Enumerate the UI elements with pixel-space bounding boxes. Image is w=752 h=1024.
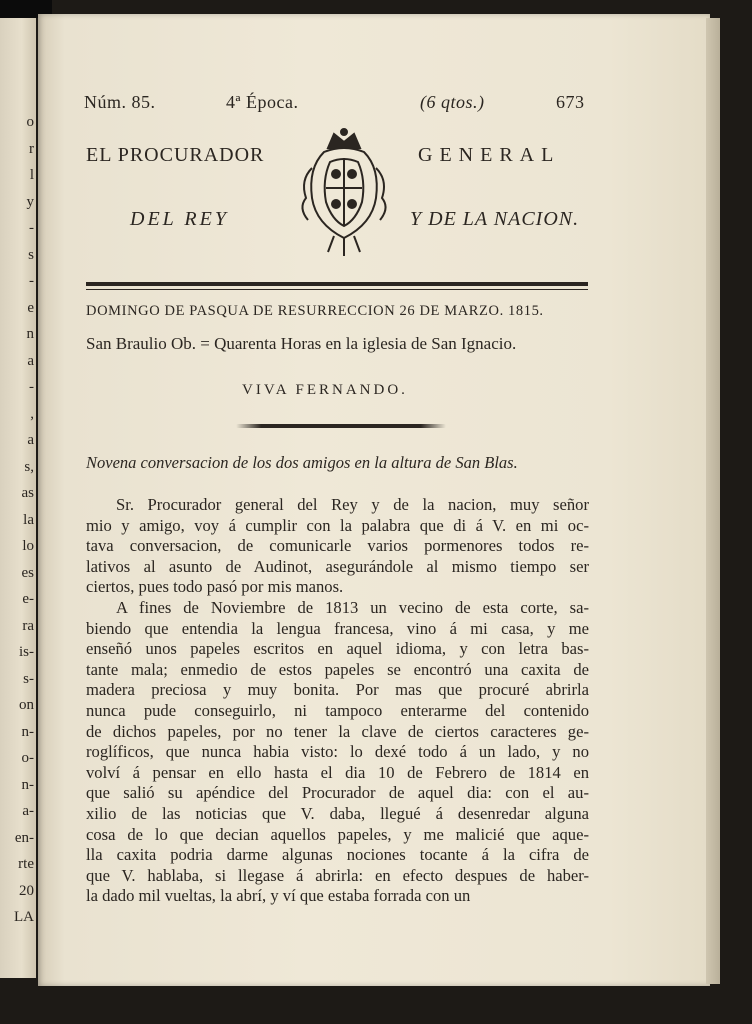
left-page-fragment: is-	[19, 644, 34, 660]
left-page-fragment: a	[27, 432, 34, 448]
left-page-fragment: o	[26, 114, 34, 130]
left-page-fragment: -	[29, 220, 34, 236]
left-page-fragment: e-	[22, 591, 34, 607]
article-line: xilio de las noticias que V. daba, llegué á desenredar alguna	[86, 803, 589, 823]
left-page-fragment: 20	[19, 882, 34, 899]
article-line: lla caxita podria darme algunas nociones tocante á la cifra de	[86, 845, 589, 865]
issue-number: Núm. 85.	[84, 92, 156, 112]
article-line: Sr. Procurador general del Rey y de la nacion, muy señor	[116, 495, 589, 514]
left-page-fragment: rte	[18, 856, 34, 872]
article-line: lativos al asunto de Audinot, asegurándole al mismo tiempo ser	[86, 556, 589, 576]
left-page-fragment: n-	[21, 723, 34, 740]
left-page-fragment: n-	[21, 776, 34, 793]
left-page-fragment: a-	[22, 803, 34, 819]
left-page-fragment: -	[29, 379, 34, 395]
left-page-fragment: s,	[24, 458, 34, 475]
left-page-fragment: ra	[22, 617, 34, 634]
article-line: la dado mil vueltas, la abrí, y ví que estaba forrada con un	[86, 886, 471, 906]
article-line: cosa de lo que decian aquellos papeles, y me malicié que aque-	[86, 824, 589, 844]
left-page-fragment: s-	[23, 670, 34, 687]
article-line: tante mala; enmedio de estos papeles se encontró una caxita de	[86, 659, 589, 679]
masthead-procurador: EL PROCURADOR	[86, 144, 265, 166]
masthead-general: GENERAL	[418, 144, 561, 166]
left-page-fragment: -	[29, 273, 34, 289]
article-line: mio y amigo, voy á cumplir con la palabra que di á V. en mi oc-	[86, 515, 589, 535]
left-page-fragment: es	[21, 564, 34, 581]
left-page-fragment: e	[27, 299, 34, 316]
left-page-fragment: lo	[22, 538, 34, 554]
left-page-fragment: r	[29, 140, 34, 157]
article-line: ciertos, pues todo pasó por mis manos.	[86, 577, 344, 597]
masthead-rule-thick	[86, 282, 588, 286]
masthead-del-rey: DEL REY	[130, 208, 229, 230]
page-edge-shadow	[706, 18, 720, 984]
article-line: de dichos papeles, por no tener la clave de ciertos caracteres ge-	[86, 721, 589, 741]
left-page-fragment: n	[26, 326, 34, 342]
masthead-de-la-nacion: Y DE LA NACION.	[410, 208, 580, 230]
dateline-saints: San Braulio Ob. = Quarenta Horas en la iglesia de San Ignacio.	[86, 334, 517, 353]
left-page-fragment: LA	[14, 909, 34, 925]
article-line: enseñó unos papeles escritos en aquel idioma, y con letra bas-	[86, 639, 589, 659]
article-line: que V. hablaba, si llegase á abrirla: en efecto despues de haber-	[86, 865, 589, 885]
left-page-fragment: s	[28, 246, 34, 263]
left-page-fragment: en-	[14, 829, 34, 846]
left-page-fragment: la	[23, 511, 34, 528]
price-label: (6 qtos.)	[420, 92, 485, 112]
epoch-label: 4ª Época.	[226, 92, 299, 112]
ornamental-rule	[236, 424, 446, 428]
article-line: nunca pude conseguirlo, ni tampoco enterarme del contenido	[86, 700, 589, 720]
coat-of-arms-icon	[294, 128, 394, 260]
article-line: volví á pensar en ello hasta el dia 10 de Febrero de 1814 en	[86, 762, 589, 782]
motto: VIVA FERNANDO.	[242, 382, 408, 398]
left-page-fragment: as	[21, 485, 34, 501]
article-line: tava conversacion, de comunicarle varios pormenores todos re-	[86, 536, 589, 556]
left-page-fragment: a	[27, 352, 34, 369]
left-page-fragment: y	[26, 193, 34, 210]
article-line: roglíficos, que nunca habia visto: lo dexé todo á un lado, y no	[86, 742, 589, 762]
left-page-edge	[0, 18, 36, 978]
article-line: que salió su apéndice del Procurador de aquel dia: con el au-	[86, 783, 589, 803]
article-body	[86, 495, 589, 907]
page-number: 673	[556, 92, 585, 112]
article-title: Novena conversacion de los dos amigos en la altura de San Blas.	[86, 453, 518, 472]
left-page-fragment: on	[19, 697, 34, 713]
dateline-date: DOMINGO DE PASQUA DE RESURRECCION 26 DE MARZO. 1815.	[86, 303, 544, 319]
article-line: biendo que entendia la lengua francesa, vino á mi casa, y me	[86, 618, 589, 638]
article-line: A fines de Noviembre de 1813 un vecino de esta corte, sa-	[116, 597, 589, 617]
left-page-fragment: o-	[21, 750, 34, 766]
left-page-fragment: l	[29, 167, 34, 183]
masthead-rule-thin	[86, 289, 588, 290]
article-line: madera preciosa y muy bonita. Por mas que procuré abrirla	[86, 680, 589, 700]
left-page-fragment: ,	[30, 405, 34, 422]
